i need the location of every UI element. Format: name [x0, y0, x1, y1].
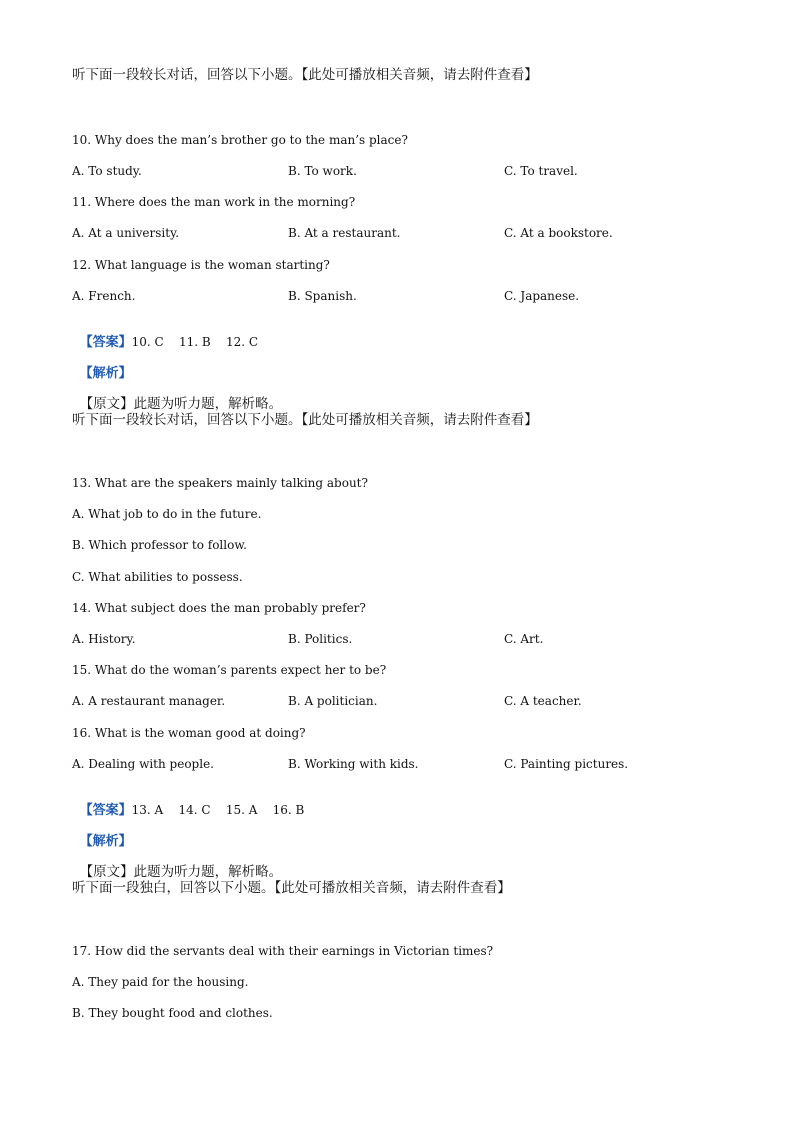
analysis-line: [72, 817, 132, 850]
option-b[interactable]: B. They bought food and clothes.: [72, 1006, 273, 1020]
original-text: 此题为听力题，解析略。: [133, 864, 283, 880]
option-b[interactable]: B. Politics.: [288, 632, 353, 646]
section-intro: 听下面一段独白，回答以下小题。【此处可播放相关音频，请去附件查看】: [72, 880, 511, 896]
original-tag: 【原文】: [79, 396, 134, 412]
option-a[interactable]: A. What job to do in the future.: [72, 507, 262, 521]
answer-line: [72, 786, 304, 819]
question-16: 16. What is the woman good at doing?: [72, 726, 306, 740]
options-row: [72, 288, 772, 304]
option-b[interactable]: B. To work.: [288, 164, 357, 178]
options-row: [72, 225, 772, 241]
option-a[interactable]: A. French.: [72, 289, 136, 303]
question-11: 11. Where does the man work in the morning?: [72, 195, 356, 209]
question-10: 10. Why does the man’s brother go to the man’s place?: [72, 133, 408, 147]
answer-value: 10. C 11. B 12. C: [131, 335, 259, 349]
analysis-tag: 【解析】: [79, 366, 132, 381]
option-a[interactable]: A. Dealing with people.: [72, 757, 214, 771]
section-intro: 听下面一段较长对话，回答以下小题。【此处可播放相关音频，请去附件查看】: [72, 412, 538, 428]
option-b[interactable]: B. At a restaurant.: [288, 226, 401, 240]
option-a[interactable]: A. At a university.: [72, 226, 180, 240]
original-tag: 【原文】: [79, 864, 134, 880]
question-14: 14. What subject does the man probably prefer?: [72, 601, 366, 615]
option-a[interactable]: A. A restaurant manager.: [72, 694, 226, 708]
option-c[interactable]: C. To travel.: [504, 164, 578, 178]
section-intro: 听下面一段较长对话，回答以下小题。【此处可播放相关音频，请去附件查看】: [72, 67, 538, 83]
question-13: 13. What are the speakers mainly talking about?: [72, 476, 368, 490]
option-a[interactable]: A. To study.: [72, 164, 142, 178]
options-row: [72, 163, 772, 179]
options-row: [72, 756, 772, 772]
answer-line: [72, 318, 258, 351]
option-b[interactable]: B. Working with kids.: [288, 757, 419, 771]
option-c[interactable]: C. What abilities to possess.: [72, 570, 243, 584]
option-b[interactable]: B. Spanish.: [288, 289, 357, 303]
options-row: [72, 631, 772, 647]
option-b[interactable]: B. Which professor to follow.: [72, 538, 247, 552]
answer-value: 13. A 14. C 15. A 16. B: [131, 803, 305, 817]
answer-tag: 【答案】: [79, 335, 132, 350]
option-a[interactable]: A. They paid for the housing.: [72, 975, 249, 989]
question-15: 15. What do the woman’s parents expect her to be?: [72, 663, 387, 677]
option-c[interactable]: C. At a bookstore.: [504, 226, 613, 240]
options-row: [72, 693, 772, 709]
option-c[interactable]: C. Painting pictures.: [504, 757, 629, 771]
option-a[interactable]: A. History.: [72, 632, 136, 646]
analysis-tag: 【解析】: [79, 834, 132, 849]
original-line: [72, 848, 282, 880]
original-text: 此题为听力题，解析略。: [133, 396, 283, 412]
option-c[interactable]: C. Art.: [504, 632, 544, 646]
question-12: 12. What language is the woman starting?: [72, 258, 330, 272]
analysis-line: [72, 349, 132, 382]
original-line: [72, 380, 282, 412]
answer-tag: 【答案】: [79, 803, 132, 818]
option-b[interactable]: B. A politician.: [288, 694, 378, 708]
option-c[interactable]: C. Japanese.: [504, 289, 580, 303]
question-17: 17. How did the servants deal with their earnings in Victorian times?: [72, 944, 494, 958]
option-c[interactable]: C. A teacher.: [504, 694, 582, 708]
